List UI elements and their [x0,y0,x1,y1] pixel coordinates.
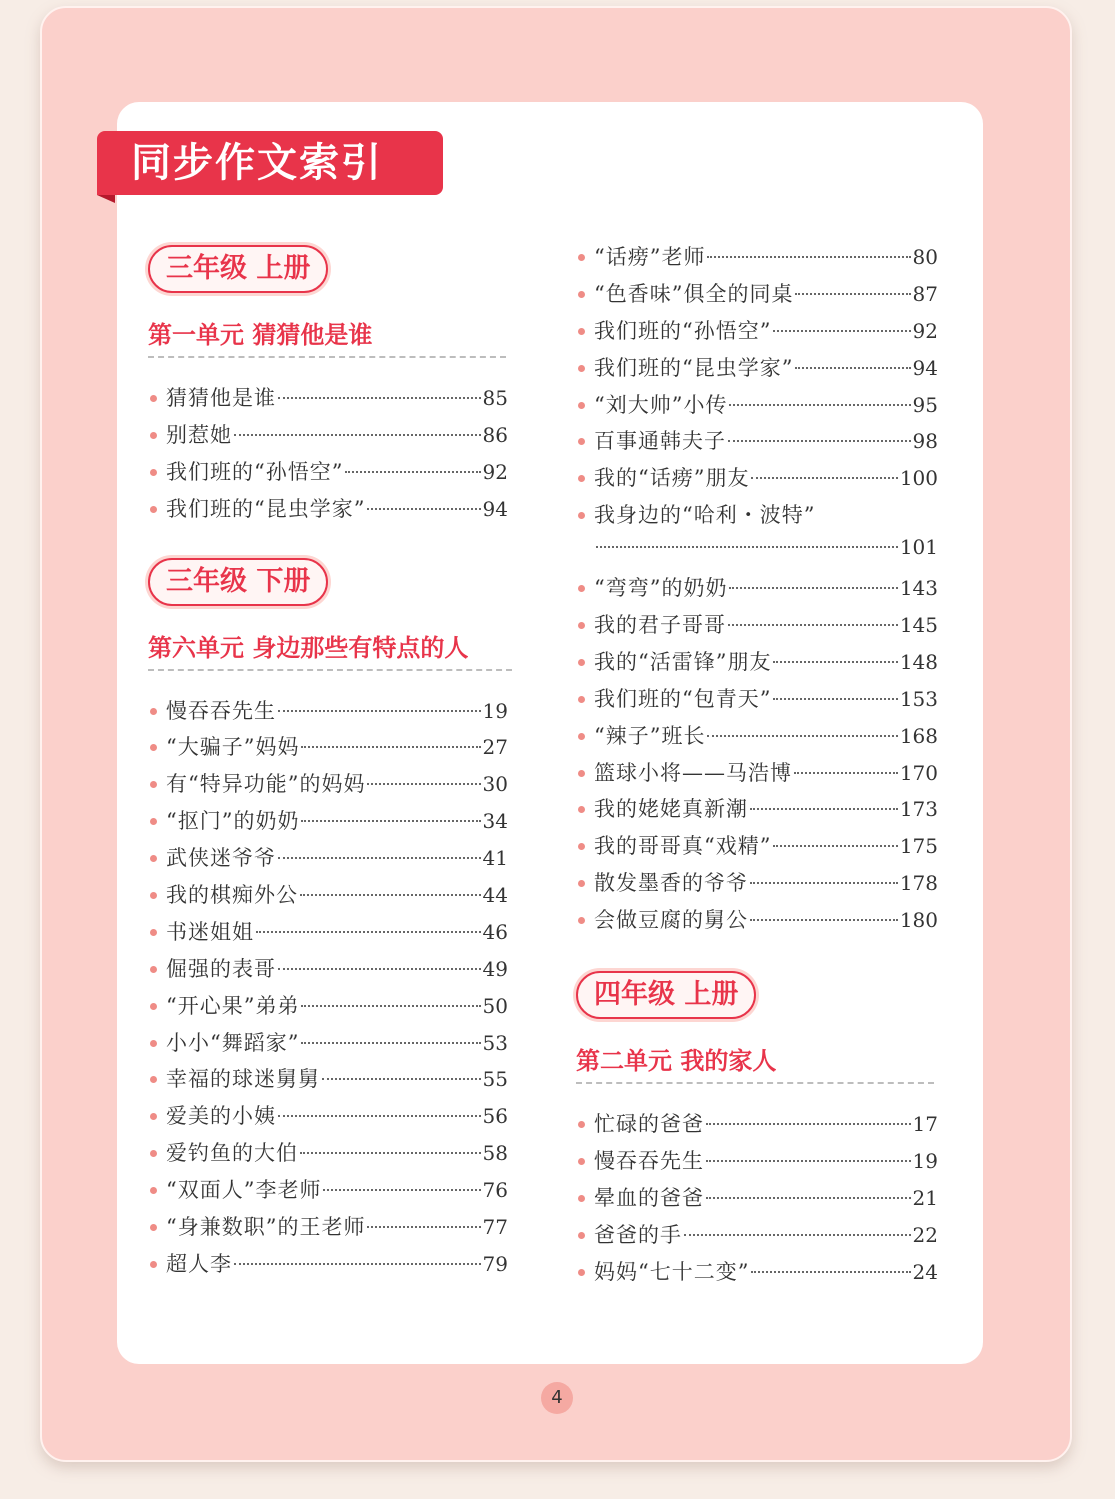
entry-title: “刘大帅”小传 [594,392,728,417]
leader-dots [773,661,897,663]
toc-entry[interactable] [576,1219,938,1256]
unit-heading: 第一单元 猜猜他是谁 [148,315,506,358]
toc-entry[interactable] [576,1256,938,1293]
leader-dots [278,857,481,859]
entry-page: 49 [482,956,508,981]
entry-title: “开心果”弟弟 [166,993,300,1018]
toc-entry[interactable] [148,805,508,842]
toc-entry[interactable] [576,683,938,720]
toc-entry[interactable] [576,904,938,941]
entry-title: 晕血的爸爸 [594,1185,704,1210]
entry-page: 92 [912,318,938,343]
entry-page: 27 [482,735,508,760]
leader-dots [707,735,897,737]
entry-page: 148 [899,649,938,674]
toc-entry[interactable] [148,842,508,879]
toc-entry[interactable] [576,462,938,499]
toc-entry[interactable] [148,695,508,732]
entry-page: 77 [482,1215,508,1240]
leader-dots [301,746,480,748]
entry-title: 超人李 [166,1251,232,1276]
entry-page: 24 [912,1259,938,1284]
leader-dots [367,1226,480,1228]
leader-dots [795,293,910,295]
entry-page: 56 [482,1104,508,1129]
unit-heading: 第六单元 身边那些有特点的人 [148,628,512,671]
entry-title: 我们班的“孙悟空” [594,318,772,343]
toc-entry[interactable] [148,916,508,953]
toc-entry[interactable] [576,1108,938,1145]
toc-entry[interactable] [576,609,938,646]
toc-entry[interactable] [576,278,938,315]
entry-page: 170 [899,760,938,785]
entry-title: 我的“活雷锋”朋友 [594,649,772,674]
grade-label: 三年级 上册 [148,245,328,293]
leader-dots [322,1078,481,1080]
entry-page: 100 [899,466,938,491]
leader-dots [300,1152,481,1154]
entry-title: 散发墨香的爷爷 [594,871,748,896]
entry-title: 我的哥哥真“戏精” [594,834,772,859]
leader-dots [367,508,480,510]
entry-title: 幸福的球迷舅舅 [166,1067,320,1092]
toc-entry[interactable] [148,493,508,530]
leader-dots [301,1042,480,1044]
entry-title: 我的棋痴外公 [166,883,298,908]
leader-dots [256,931,481,933]
entry-page: 55 [482,1067,508,1092]
leader-dots [706,1123,911,1125]
leader-dots [684,1234,911,1236]
leader-dots [278,397,481,399]
toc-entry[interactable] [576,315,938,352]
toc-entry[interactable] [576,1182,938,1219]
entry-page: 87 [912,281,938,306]
entry-title: “身兼数职”的王老师 [166,1215,366,1240]
toc-entry[interactable] [576,720,938,757]
leader-dots [234,1263,481,1265]
entry-page: 94 [912,355,938,380]
leader-dots [300,894,481,896]
entry-page: 175 [899,834,938,859]
entry-title: 我们班的“昆虫学家” [166,496,366,521]
toc-entry[interactable] [148,1248,508,1285]
leader-dots [234,434,481,436]
toc-entry[interactable] [576,757,938,794]
entry-page: 92 [482,459,508,484]
entry-page: 76 [482,1178,508,1203]
toc-list [148,695,508,1285]
toc-list [148,382,508,530]
leader-dots [301,820,480,822]
toc-entry[interactable] [576,867,938,904]
toc-entry[interactable] [148,419,508,456]
entry-title: 书迷姐姐 [166,919,254,944]
entry-title: 篮球小将——马浩博 [594,760,792,785]
entry-page: 34 [482,809,508,834]
toc-entry[interactable] [576,389,938,426]
section-grade3-vol2 [148,558,508,1285]
entry-title: 我们班的“昆虫学家” [594,355,794,380]
toc-entry[interactable] [148,879,508,916]
entry-page: 41 [482,846,508,871]
toc-entry[interactable] [576,572,938,609]
entry-title: 忙碌的爸爸 [594,1112,704,1137]
entry-page: 98 [912,429,938,454]
leader-dots [707,256,910,258]
toc-entry[interactable] [576,1145,938,1182]
entry-title: 爱美的小姨 [166,1104,276,1129]
entry-page: 21 [912,1185,938,1210]
entry-title: “弯弯”的奶奶 [594,576,728,601]
toc-entry[interactable] [576,793,938,830]
toc-list [576,1108,938,1292]
entry-page: 173 [899,797,938,822]
entry-title: 我的君子哥哥 [594,613,726,638]
toc-entry[interactable] [148,990,508,1027]
entry-page: 50 [482,993,508,1018]
entry-title: 我们班的“包青天” [594,686,772,711]
toc-entry[interactable] [148,953,508,990]
entry-page: 180 [899,908,938,933]
entry-page: 17 [912,1112,938,1137]
toc-entry[interactable] [148,1100,508,1137]
leader-dots [728,624,898,626]
page-title: 同步作文索引 [97,131,443,195]
entry-title: 爱钓鱼的大伯 [166,1141,298,1166]
entry-page: 85 [482,386,508,410]
leader-dots [301,1005,480,1007]
entry-title: 我的“话痨”朋友 [594,466,750,491]
leader-dots [795,367,910,369]
entry-title: 有“特异功能”的妈妈 [166,772,366,797]
unit-heading: 第二单元 我的家人 [576,1041,934,1084]
entry-page: 44 [482,883,508,908]
toc-entry[interactable] [576,425,938,462]
entry-title: 妈妈“七十二变” [594,1259,750,1284]
leader-dots [278,968,481,970]
entry-page: 53 [482,1030,508,1055]
entry-title: “色香味”俱全的同桌 [594,281,794,306]
right-column [576,241,938,1292]
toc-entry[interactable] [148,1137,508,1174]
leader-dots [278,1115,481,1117]
entry-page: 145 [899,613,938,638]
leader-dots [751,1271,910,1273]
toc-entry[interactable] [576,499,938,572]
entry-title: “话痨”老师 [594,245,706,269]
entry-page: 79 [482,1251,508,1276]
leader-dots [750,808,898,810]
leader-dots [750,919,898,921]
entry-title: “双面人”李老师 [166,1178,322,1203]
entry-title: 猜猜他是谁 [166,386,276,410]
grade-label: 三年级 下册 [148,558,328,606]
entry-title: 倔强的表哥 [166,956,276,981]
entry-page: 168 [899,723,938,748]
entry-page: 95 [912,392,938,417]
leader-dots [323,1189,480,1191]
leader-dots [706,1160,911,1162]
entry-title: 武侠迷爷爷 [166,846,276,871]
entry-page: 178 [899,871,938,896]
entry-title: “抠门”的奶奶 [166,809,300,834]
section-grade3-vol1 [148,245,508,530]
leader-dots [794,772,898,774]
entry-title: 我的姥姥真新潮 [594,797,748,822]
entry-title: 爸爸的手 [594,1222,682,1247]
leader-dots [596,546,898,548]
toc-entry[interactable] [148,768,508,805]
entry-page: 19 [912,1148,938,1173]
toc-entry[interactable] [576,646,938,683]
toc-entry[interactable] [576,352,938,389]
entry-page: 19 [482,698,508,723]
entry-title: 慢吞吞先生 [594,1148,704,1173]
leader-dots [773,330,910,332]
entry-title: 我们班的“孙悟空” [166,459,344,484]
entry-page: 101 [899,535,938,560]
toc-entry[interactable] [148,1027,508,1064]
toc-entry[interactable] [576,241,938,278]
entry-title: 别惹她 [166,422,232,447]
left-column [148,245,508,1285]
page-number: 4 [541,1382,573,1414]
entry-title: 小小“舞蹈家” [166,1030,300,1055]
entry-page: 58 [482,1141,508,1166]
entry-page: 153 [899,686,938,711]
leader-dots [729,587,897,589]
entry-title: 我身边的“哈利・波特” [594,503,816,528]
leader-dots [706,1197,911,1199]
toc-entry[interactable] [576,830,938,867]
entry-page: 22 [912,1222,938,1247]
entry-page: 86 [482,422,508,447]
leader-dots [773,845,897,847]
entry-page: 80 [912,245,938,269]
leader-dots [750,882,898,884]
entry-title: 慢吞吞先生 [166,698,276,723]
leader-dots [345,471,480,473]
toc-entry[interactable] [148,1063,508,1100]
toc-entry[interactable] [148,731,508,768]
leader-dots [367,783,480,785]
entry-title: 百事通韩夫子 [594,429,726,454]
leader-dots [729,404,910,406]
grade-label: 四年级 上册 [576,971,756,1019]
toc-entry[interactable] [148,1174,508,1211]
toc-entry[interactable] [148,382,508,419]
entry-page: 46 [482,919,508,944]
entry-title: “辣子”班长 [594,723,706,748]
entry-title: 会做豆腐的舅公 [594,908,748,933]
leader-dots [773,698,897,700]
entry-page: 30 [482,772,508,797]
section-grade4-vol1 [576,971,938,1292]
entry-title: “大骗子”妈妈 [166,735,300,760]
toc-entry[interactable] [148,1211,508,1248]
leader-dots [728,440,911,442]
leader-dots [751,477,897,479]
entry-page: 143 [899,576,938,601]
entry-page: 94 [482,496,508,521]
toc-entry[interactable] [148,456,508,493]
leader-dots [278,710,481,712]
toc-list [576,241,938,941]
